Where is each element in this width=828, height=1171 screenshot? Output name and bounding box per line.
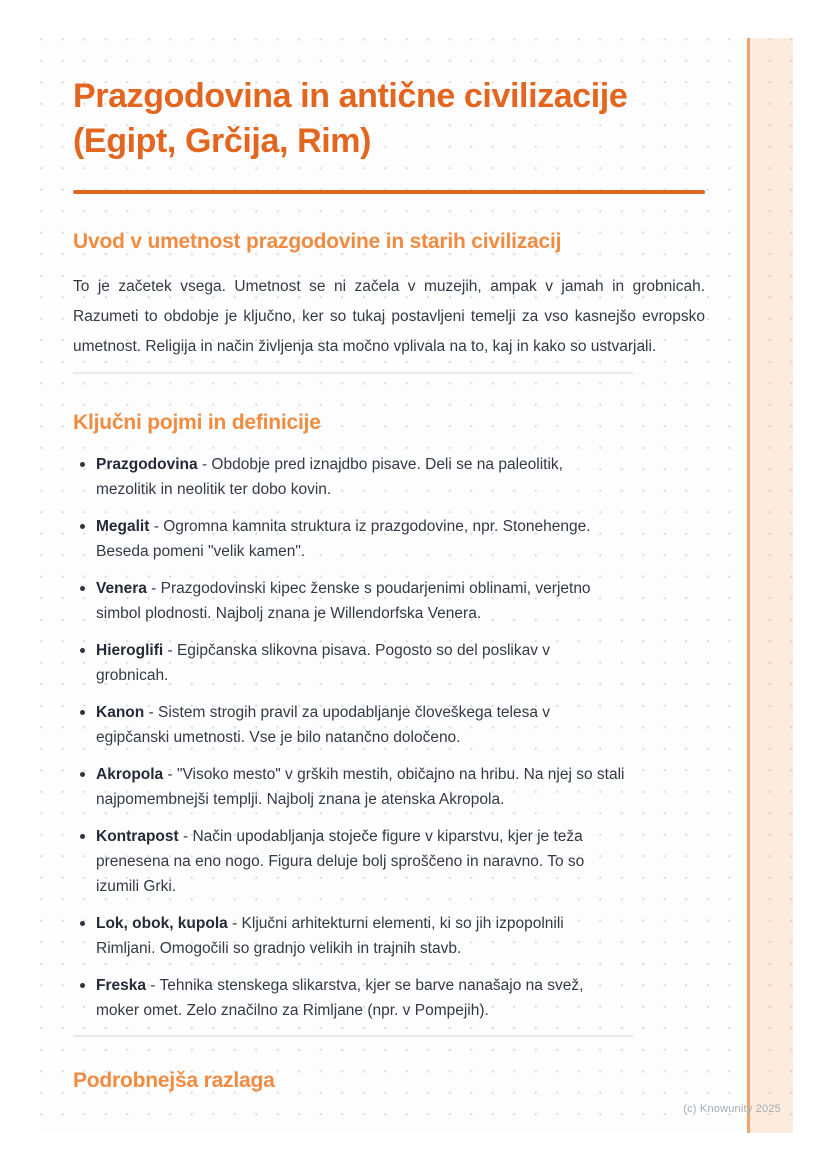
term-definition: Ključni arhitekturni elementi, ki so jih izpopolnili Rimljani. Omogočili so gradnjo velikih in trajnih stavb. [96,915,564,957]
term-separator: - [227,915,242,932]
page-margin-stripe [747,38,793,1133]
section-heading-terms: Ključni pojmi in definicije [73,411,321,434]
term-definition: Sistem strogih pravil za upodabljanje človeškega telesa v egipčanski umetnosti. Vse je bilo natančno določeno. [96,704,551,746]
page-content [73,38,705,1095]
term-definition: Obdobje pred iznajdbo pisave. Deli se na paleolitik, mezolitik in neolitik ter dobo kovin. [96,456,563,498]
term-list-item [73,973,625,1023]
intro-paragraph: To je začetek vsega. Umetnost se ni začela v muzejih, ampak v jamah in grobnicah. Razumeti to obdobje je ključno, ker so tukaj postavljeni temelji za vso kasnejšo evropsko umetnost. Religija in način življenja sta močno vplivala na to, kaj in kako so ustvarjali. [73,278,705,355]
page-title: Prazgodovina in antične civilizacije (Egipt, Grčija, Rim) [73,77,628,160]
term-list-item [73,638,625,688]
term-definition: Ogromna kamnita struktura iz prazgodovine, npr. Stonehenge. Beseda pomeni "velik kamen". [96,518,591,560]
term-definition: "Visoko mesto" v grških mestih, običajno na hribu. Na njej so stali najpomembnejši templji. Najbolj znana je atenska Akropola. [96,766,625,808]
term-name: Lok, obok, kupola [96,915,228,932]
terms-list [73,452,705,1023]
term-name: Megalit [96,518,150,535]
term-separator: - [163,642,177,659]
term-list-item [73,576,625,626]
term-list-item [73,762,625,812]
term-separator: - [144,704,158,721]
term-separator: - [178,828,193,845]
term-list-item [73,700,625,750]
term-name: Akropola [96,766,164,783]
term-separator: - [146,580,161,597]
term-list-item [73,514,625,564]
term-list-item [73,911,625,961]
term-separator: - [163,766,177,783]
term-definition: Način upodabljanja stoječe figure v kiparstvu, kjer je teža prenesena na eno nogo. Figura deluje bolj sproščeno in naravno. To so izumili Grki. [96,828,585,895]
term-name: Prazgodovina [96,456,198,473]
term-list-item [73,452,625,502]
section-terms [73,409,705,1023]
term-name: Venera [96,580,147,597]
term-name: Kanon [96,704,145,721]
term-name: Freska [96,977,146,994]
term-name: Hieroglifi [96,642,164,659]
section-divider [73,1035,633,1037]
term-list-item [73,824,625,899]
notes-page [40,38,793,1133]
term-separator: - [145,977,160,994]
section-heading-intro: Uvod v umetnost prazgodovine in starih civilizacij [73,230,562,253]
title-underline-rule [73,190,705,194]
term-definition: Prazgodovinski kipec ženske s poudarjenimi oblinami, verjetno simbol plodnosti. Najbolj znana je Willendorfska Venera. [96,580,591,622]
section-heading-details: Podrobnejša razlaga [73,1069,275,1092]
term-definition: Egipčanska slikovna pisava. Pogosto so del poslikav v grobnicah. [96,642,551,684]
section-divider [73,372,633,374]
section-intro [73,228,705,362]
term-definition: Tehnika stenskega slikarstva, kjer se barve nanašajo na svež, moker omet. Zelo značilno za Rimljane (npr. v Pompejih). [96,977,584,1019]
copyright-footer: (c) Knowunity 2025 [683,1103,781,1115]
term-separator: - [197,456,212,473]
term-name: Kontrapost [96,828,179,845]
term-separator: - [149,518,164,535]
